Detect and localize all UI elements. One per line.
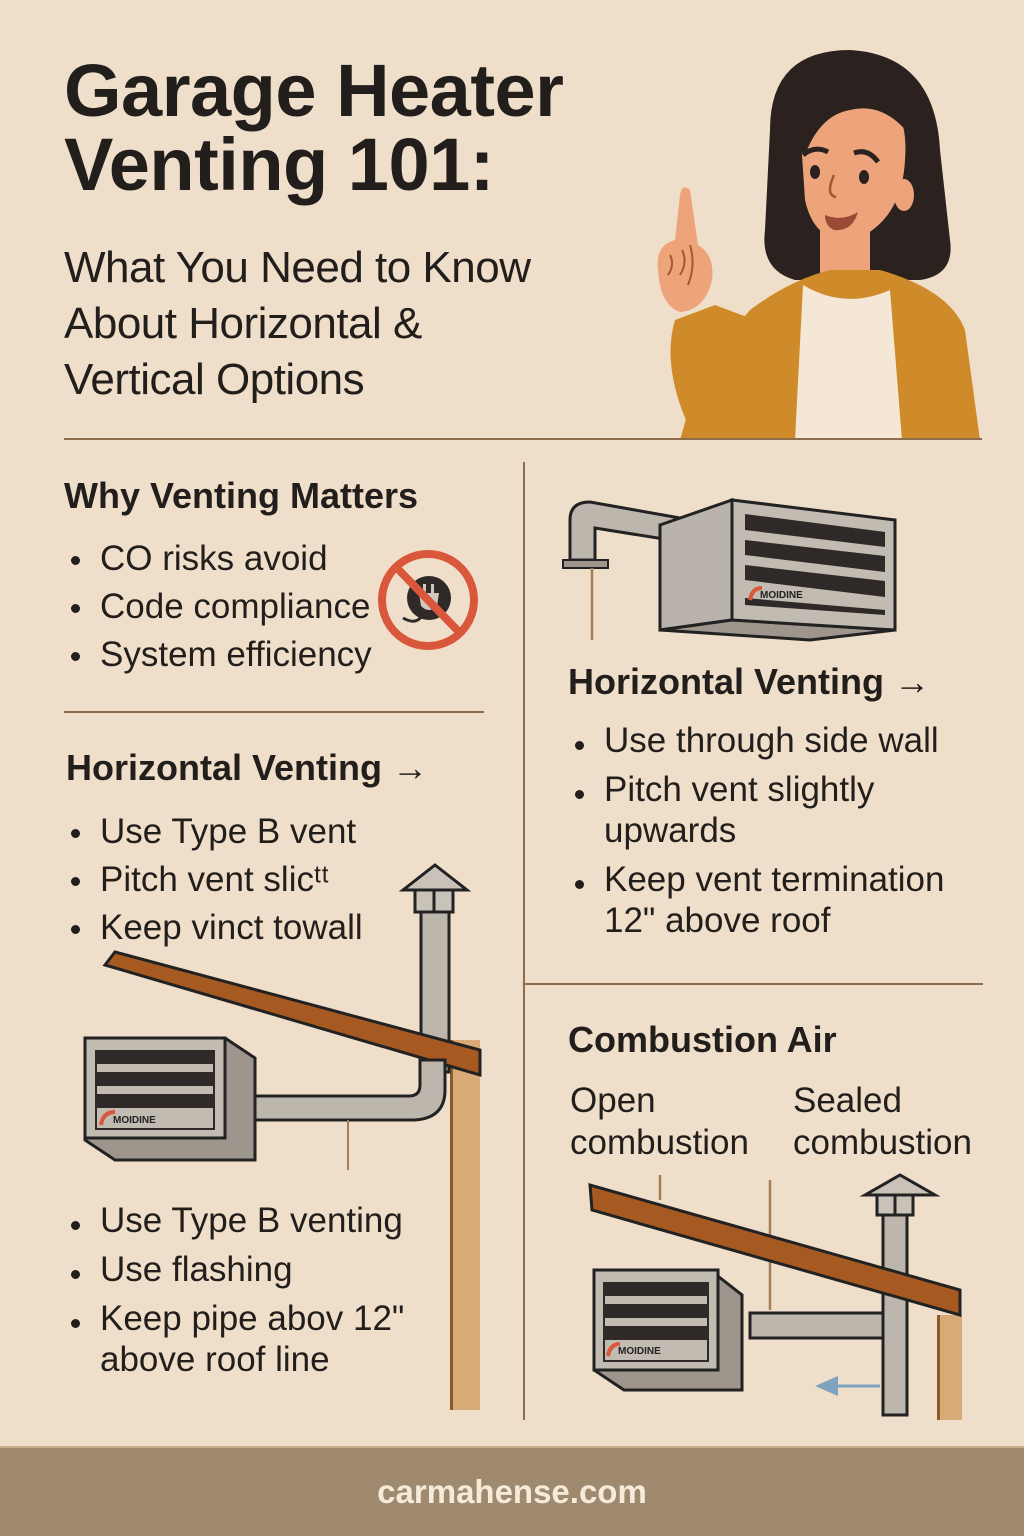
airflow-arrow-icon bbox=[815, 1376, 838, 1396]
header-divider bbox=[64, 438, 982, 440]
list-item: Code compliance bbox=[64, 583, 372, 631]
list-item: Pitch vent slightly upwards bbox=[568, 769, 888, 851]
title-line-1: Garage Heater bbox=[64, 49, 564, 132]
footer-site-link[interactable]: carmahense.com bbox=[377, 1473, 647, 1510]
list-item: Keep vent termination 12" above roof bbox=[568, 859, 948, 941]
right-section-divider bbox=[525, 983, 983, 985]
page-subtitle bbox=[64, 240, 531, 408]
no-co-prohibited-icon bbox=[373, 548, 483, 654]
list-item: Keep vinct towall bbox=[64, 904, 363, 952]
left-section-divider bbox=[64, 711, 484, 713]
list-item-line: Keep pipe abov 12" bbox=[100, 1299, 405, 1338]
sealed-combustion-label bbox=[793, 1080, 972, 1164]
why-venting-heading: Why Venting Matters bbox=[64, 475, 419, 516]
subtitle-line-2: About Horizontal & bbox=[64, 299, 422, 348]
list-item: Use through side wall bbox=[568, 720, 988, 761]
open-label-line-1: Open bbox=[570, 1081, 656, 1120]
woman-pointing-illustration bbox=[620, 40, 990, 440]
right-horizontal-list bbox=[568, 720, 988, 949]
footer bbox=[0, 1446, 1024, 1536]
left-horizontal-heading: Horizontal Venting → bbox=[66, 747, 429, 788]
sealed-label-line-2: combustion bbox=[793, 1123, 972, 1162]
combustion-air-heading: Combustion Air bbox=[568, 1019, 837, 1060]
why-venting-list bbox=[64, 535, 372, 679]
sealed-label-line-1: Sealed bbox=[793, 1081, 902, 1120]
list-item: CO risks avoid bbox=[64, 535, 372, 583]
heater-brand-label: MOIDINE bbox=[618, 1346, 661, 1357]
horizontal-vent-heater-diagram bbox=[560, 490, 920, 650]
list-item: Use flashing bbox=[64, 1249, 404, 1290]
combustion-air-diagram bbox=[580, 1170, 980, 1420]
subtitle-line-1: What You Need to Know bbox=[64, 243, 531, 292]
open-combustion-label bbox=[570, 1080, 749, 1164]
list-item bbox=[64, 1298, 404, 1380]
open-label-line-2: combustion bbox=[570, 1123, 749, 1162]
list-item-line: above roof line bbox=[100, 1340, 330, 1379]
subtitle-line-3: Vertical Options bbox=[64, 355, 365, 404]
column-divider bbox=[523, 462, 525, 1420]
left-vertical-list bbox=[64, 1200, 404, 1388]
list-item: Pitch vent slicᵗᵗ bbox=[64, 856, 363, 904]
title-line-2: Venting 101: bbox=[64, 123, 494, 206]
page-title bbox=[64, 49, 564, 206]
heater-brand-label: MOIDINE bbox=[760, 590, 803, 601]
list-item: Use Type B venting bbox=[64, 1200, 404, 1241]
heater-brand-label: MOIDINE bbox=[113, 1115, 156, 1126]
list-item: System efficiency bbox=[64, 631, 372, 679]
list-item: Use Type B vent bbox=[64, 808, 363, 856]
right-horizontal-heading: Horizontal Venting → bbox=[568, 661, 931, 702]
